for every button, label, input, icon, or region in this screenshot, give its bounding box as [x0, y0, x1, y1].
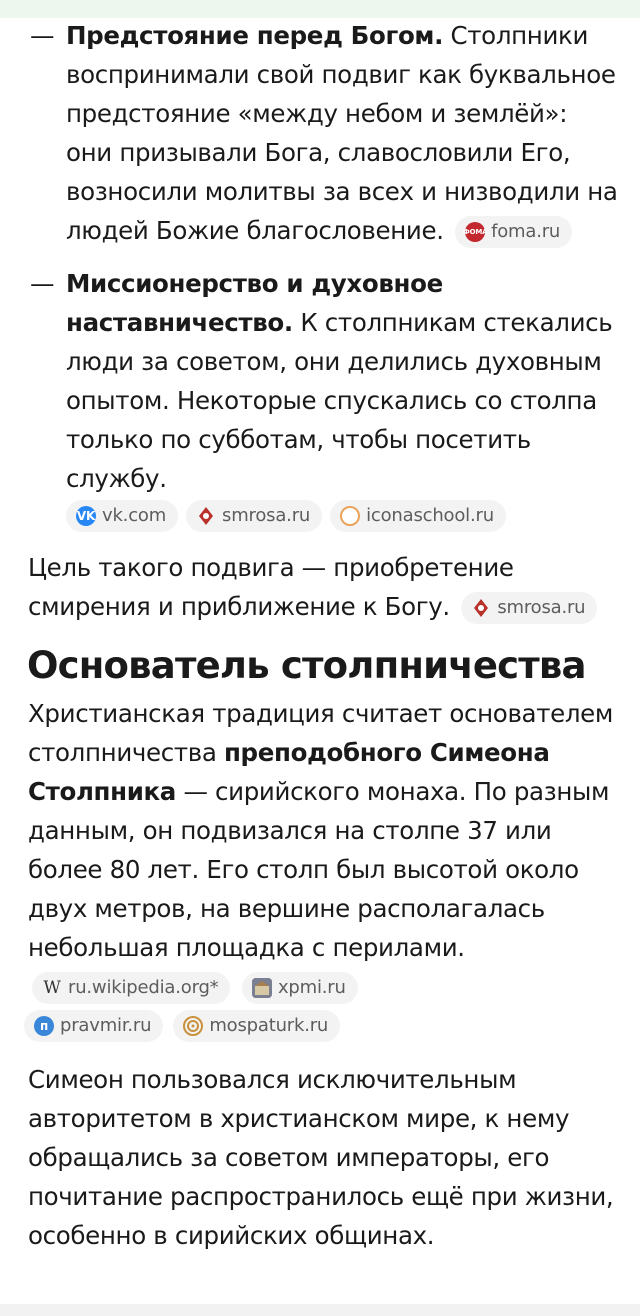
founder-paragraph [0, 694, 640, 1006]
vk-icon: VK [76, 506, 96, 526]
iconaschool-icon [340, 506, 360, 526]
source-chip-smrosa[interactable] [461, 592, 597, 624]
list-item-heading: Предстояние перед Богом. [66, 21, 444, 50]
smrosa-icon [471, 598, 491, 618]
smrosa-icon [196, 506, 216, 526]
wikipedia-icon: W [43, 978, 61, 998]
source-label: ru.wikipedia.org* [68, 977, 219, 998]
pravmir-icon: п [34, 1016, 54, 1036]
source-label: pravmir.ru [60, 1015, 152, 1036]
source-label: iconaschool.ru [366, 505, 494, 526]
source-chip-smrosa[interactable] [186, 500, 322, 532]
source-chip-mospaturk[interactable] [173, 1010, 340, 1042]
mospaturk-icon [183, 1016, 203, 1036]
source-chip-xpmi[interactable] [242, 972, 358, 1004]
goal-text: Цель такого подвига — приобретение смирения и приближение к Богу. [28, 553, 514, 621]
source-chip-iconaschool[interactable] [330, 500, 506, 532]
list-dash: — [30, 21, 55, 50]
list-dash: — [30, 269, 55, 298]
xpmi-icon [252, 978, 272, 998]
source-label: xpmi.ru [277, 977, 346, 998]
simeon-paragraph: Симеон пользовался исключительным авторитетом в христианском мире, к нему обращались за советом императоры, его почитание распространилось ещё при жизни, особенно в сирийских общинах. [28, 1065, 614, 1250]
goal-paragraph [0, 548, 640, 626]
source-label: smrosa.ru [497, 597, 586, 618]
source-chip-row [0, 500, 640, 532]
foma-icon: ФОМА [465, 222, 485, 242]
source-chip-vk[interactable] [66, 500, 178, 532]
source-chip-pravmir[interactable] [24, 1010, 163, 1042]
bottom-strip [0, 1304, 640, 1316]
answer-content [0, 16, 640, 1255]
paragraph-bold: преподобного Симеона Столпника [28, 738, 550, 806]
paragraph-text: Христианская традиция считает основателем столпничества [28, 699, 614, 767]
source-chip-row [0, 1010, 640, 1042]
source-chip-wikipedia[interactable] [32, 972, 230, 1004]
source-label: mospaturk.ru [209, 1015, 329, 1036]
source-label: foma.ru [491, 221, 561, 242]
list-item-heading: Миссионерство и духовное наставничество. [66, 269, 443, 337]
source-chip-foma[interactable] [455, 216, 572, 248]
list-item-text: Столпники воспринимали свой подвиг как буквальное предстояние «между небом и землёй»: они призывали Бога, славословили Его, возносили молитвы за всех и низводили на людей Божие благословение. [66, 21, 618, 245]
section-title: Основатель столпничества [27, 644, 586, 687]
source-label: smrosa.ru [222, 505, 311, 526]
list-item [0, 264, 640, 498]
list-item [0, 16, 640, 250]
list-item-text: К столпникам стекались люди за советом, они делились духовным опытом. Некоторые спускались со столпа только по субботам, чтобы посетить службу. [66, 308, 613, 493]
source-label: vk.com [102, 505, 167, 526]
paragraph-text: — сирийского монаха. По разным данным, он подвизался на столпе 37 или более 80 лет. Его столп был высотой около двух метров, на вершине располагалась небольшая площадка с перилами. [28, 777, 610, 962]
